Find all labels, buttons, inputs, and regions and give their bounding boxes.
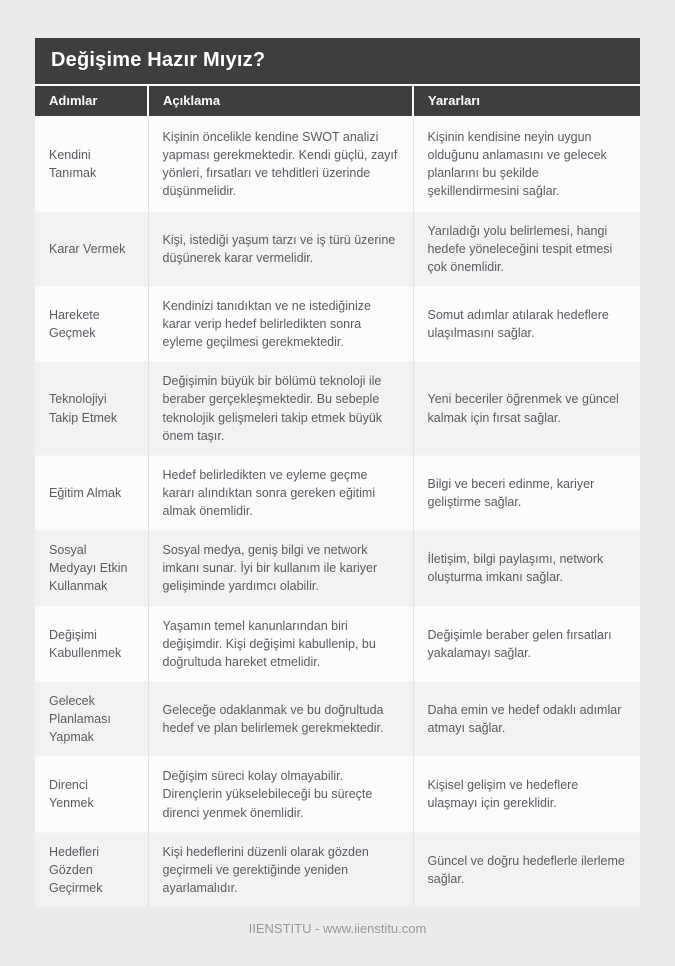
table-row	[35, 455, 640, 530]
table-panel	[35, 38, 640, 907]
benefit-cell: Bilgi ve beceri edinme, kariyer geliştirme sağlar.	[413, 455, 640, 530]
description-cell: Geleceğe odaklanmak ve bu doğrultuda hedef ve plan belirlemek gerekmektedir.	[148, 681, 413, 756]
step-cell: Teknolojiyi Takip Etmek	[35, 362, 148, 456]
table-row	[35, 286, 640, 361]
table-row	[35, 757, 640, 832]
step-cell: Eğitim Almak	[35, 455, 148, 530]
step-cell: Sosyal Medyayı Etkin Kullanmak	[35, 531, 148, 606]
table-header	[35, 86, 640, 117]
step-cell: Hedefleri Gözden Geçirmek	[35, 832, 148, 907]
column-header-steps: Adımlar	[35, 86, 148, 117]
table-row	[35, 681, 640, 756]
description-cell: Sosyal medya, geniş bilgi ve network imkanı sunar. İyi bir kullanım ile kariyer gelişiminde yardımcı olabilir.	[148, 531, 413, 606]
benefit-cell: Daha emin ve hedef odaklı adımlar atmayı sağlar.	[413, 681, 640, 756]
step-cell: Direnci Yenmek	[35, 757, 148, 832]
benefit-cell: Yarıladığı yolu belirlemesi, hangi hedefe yöneleceğini tespit etmesi çok önemlidir.	[413, 211, 640, 286]
description-cell: Kişinin öncelikle kendine SWOT analizi yapması gerekmektedir. Kendi güçlü, zayıf yönleri, fırsatları ve tehditleri üzerinde düşünmelidir.	[148, 117, 413, 211]
page-title: Değişime Hazır Mıyız?	[35, 38, 640, 84]
steps-table	[35, 86, 640, 907]
description-cell: Değişim süreci kolay olmayabilir. Dirençlerin yükselebileceği bu süreçte direnci yenmek önemlidir.	[148, 757, 413, 832]
table-row	[35, 211, 640, 286]
benefit-cell: Kişisel gelişim ve hedeflere ulaşmayı için gereklidir.	[413, 757, 640, 832]
description-cell: Kişi, istediği yaşum tarzı ve iş türü üzerine düşünerek karar vermelidir.	[148, 211, 413, 286]
footer-credit: IIENSTITU - www.iienstitu.com	[248, 921, 427, 936]
description-cell: Yaşamın temel kanunlarından biri değişimdir. Kişi değişimi kabullenip, bu doğrultuda hareket etmelidir.	[148, 606, 413, 681]
step-cell: Karar Vermek	[35, 211, 148, 286]
description-cell: Hedef belirledikten ve eyleme geçme kararı alındıktan sonra gereken eğitimi almak önemlidir.	[148, 455, 413, 530]
step-cell: Gelecek Planlaması Yapmak	[35, 681, 148, 756]
column-header-description: Açıklama	[148, 86, 413, 117]
step-cell: Kendini Tanımak	[49, 148, 97, 181]
description-cell: Kişi hedeflerini düzenli olarak gözden geçirmeli ve gerektiğinde yeniden ayarlamalıdır.	[148, 832, 413, 907]
benefit-cell: Yeni beceriler öğrenmek ve güncel kalmak için fırsat sağlar.	[413, 362, 640, 456]
table-row	[35, 606, 640, 681]
step-cell: Harekete Geçmek	[35, 286, 148, 361]
table-row	[35, 362, 640, 456]
benefit-cell: Güncel ve doğru hedeflerle ilerleme sağlar.	[413, 832, 640, 907]
description-cell: Kendinizi tanıdıktan ve ne istediğinize karar verip hedef belirledikten sonra eyleme geçilmesi gerekmektedir.	[148, 286, 413, 361]
table-row	[35, 531, 640, 606]
table-row	[35, 832, 640, 907]
table-row	[35, 117, 640, 211]
description-cell: Değişimin büyük bir bölümü teknoloji ile beraber gerçekleşmektedir. Bu sebeple teknolojik gelişmeleri takip etmek büyük önem taşır.	[148, 362, 413, 456]
benefit-cell: Somut adımlar atılarak hedeflere ulaşılmasını sağlar.	[413, 286, 640, 361]
benefit-cell: İletişim, bilgi paylaşımı, network oluşturma imkanı sağlar.	[413, 531, 640, 606]
benefit-cell: Değişimle beraber gelen fırsatları yakalamayı sağlar.	[413, 606, 640, 681]
column-header-benefits: Yararları	[413, 86, 640, 117]
step-cell: Değişimi Kabullenmek	[35, 606, 148, 681]
benefit-cell: Kişinin kendisine neyin uygun olduğunu anlamasını ve gelecek planlarını bu şekilde şekillendirmesini sağlar.	[413, 117, 640, 211]
